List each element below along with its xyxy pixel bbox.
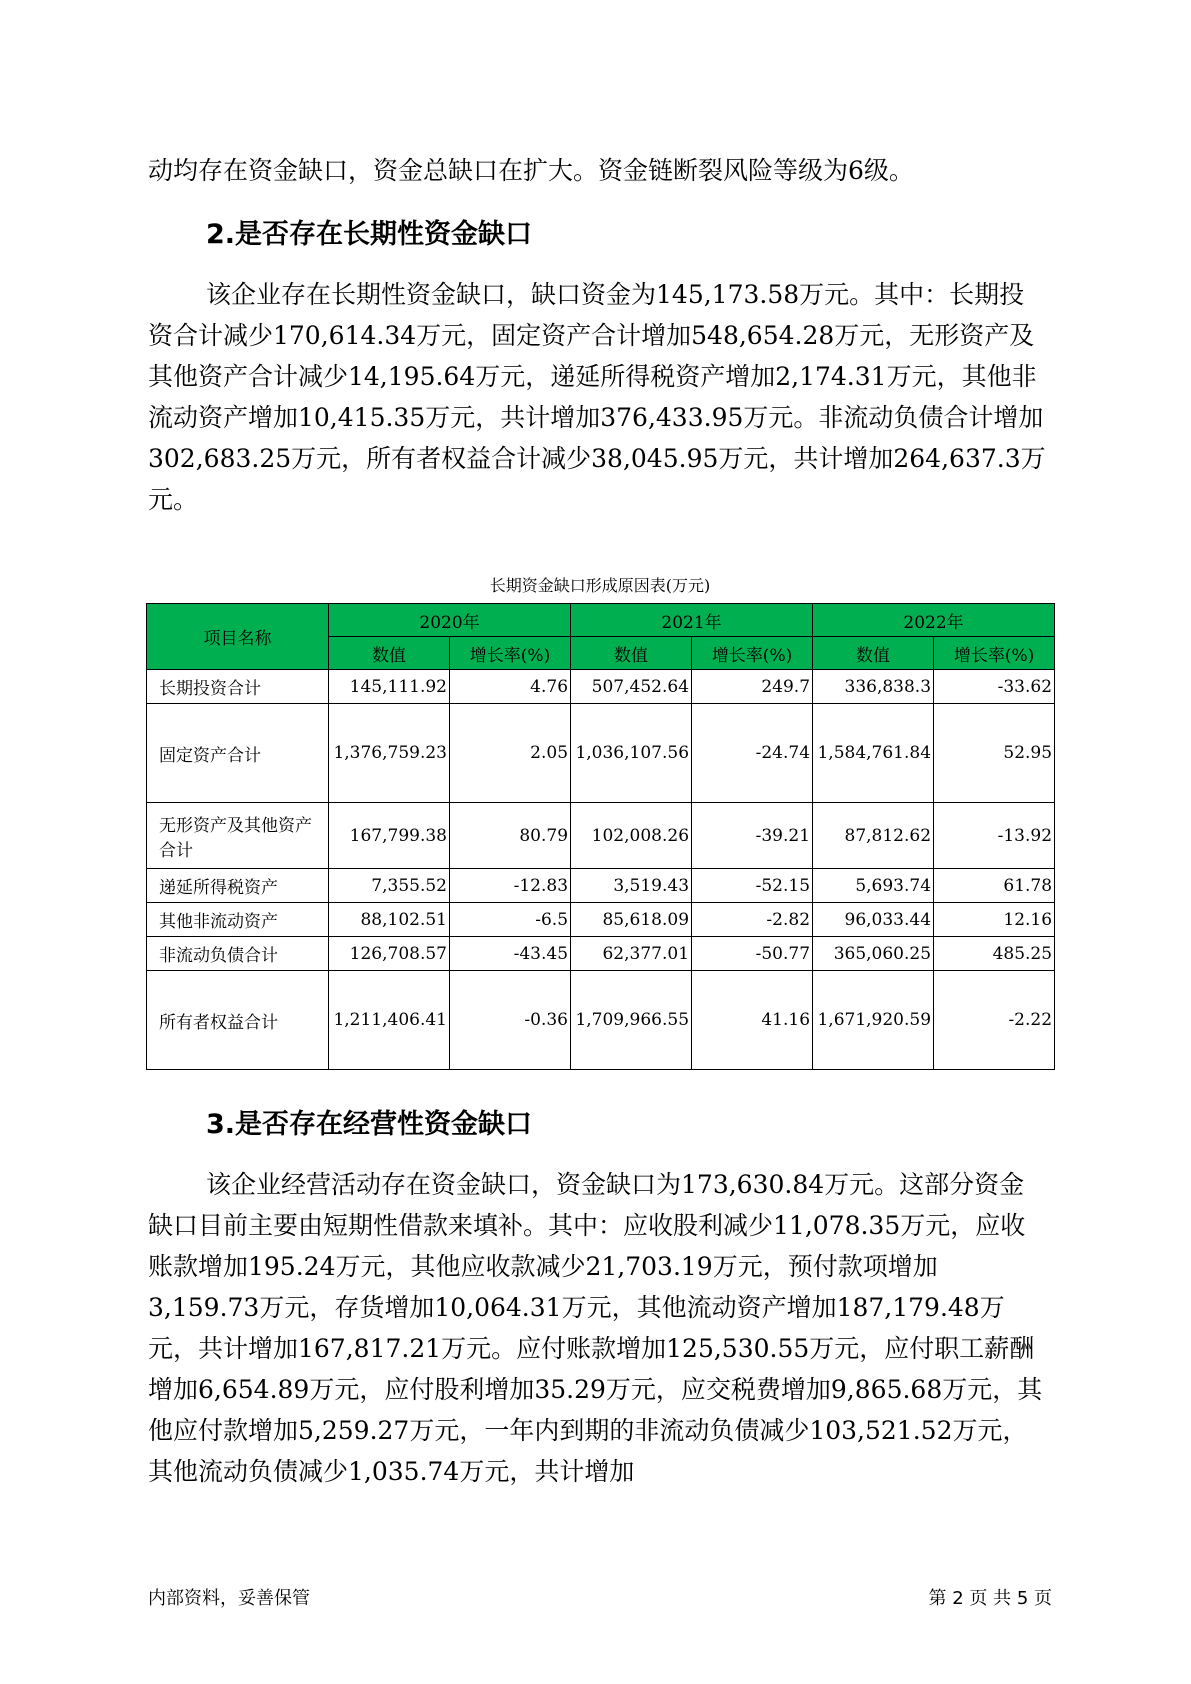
cell-growth: -52.15 [692,869,813,903]
cell-growth: -2.22 [934,971,1055,1070]
cell-growth: -43.45 [450,937,571,971]
long-term-gap-table [146,603,1055,1070]
paragraph-long-term-gap: 该企业存在长期性资金缺口，缺口资金为145,173.58万元。其中：长期投资合计减少170,614.34万元，固定资产合计增加548,654.28万元，无形资产及其他资产合计减少14,195.64万元，递延所得税资产增加2,174.31万元，其他非流动资产增加10,415.35万元，共计增加376,433.95万元。非流动负债合计增加302,683.25万元，所有者权益合计减少38,045.95万元，共计增加264,637.3万元。 [148,280,1046,514]
footer-page-number: 第 2 页 共 5 页 [928,1588,1052,1609]
row-label: 其他非流动资产 [147,903,329,937]
section-heading-long-term-gap: 2.是否存在长期性资金缺口 [206,219,533,250]
table-row [147,670,1055,704]
cell-value: 1,211,406.41 [329,971,450,1070]
paragraph-continued: 动均存在资金缺口，资金总缺口在扩大。资金链断裂风险等级为6级。 [148,156,914,185]
cell-growth: 2.05 [450,704,571,803]
cell-growth: -24.74 [692,704,813,803]
cell-growth: 4.76 [450,670,571,704]
cell-growth: -0.36 [450,971,571,1070]
subheader-value: 数值 [329,637,450,670]
table-row [147,903,1055,937]
table-row [147,803,1055,869]
cell-growth: 249.7 [692,670,813,704]
cell-value: 5,693.74 [813,869,934,903]
header-item-name: 项目名称 [147,604,329,670]
cell-growth: -50.77 [692,937,813,971]
header-year-2020: 2020年 [329,604,571,637]
cell-value: 1,671,920.59 [813,971,934,1070]
footer-confidential-note: 内部资料，妥善保管 [148,1588,310,1609]
table-row [147,704,1055,803]
cell-value: 167,799.38 [329,803,450,869]
cell-growth: 12.16 [934,903,1055,937]
cell-value: 96,033.44 [813,903,934,937]
table-row [147,971,1055,1070]
cell-growth: 80.79 [450,803,571,869]
subheader-growth: 增长率(%) [450,637,571,670]
table-caption: 长期资金缺口形成原因表(万元) [489,576,711,595]
cell-value: 336,838.3 [813,670,934,704]
cell-value: 1,036,107.56 [571,704,692,803]
cell-growth: -12.83 [450,869,571,903]
cell-growth: -6.5 [450,903,571,937]
cell-growth: -33.62 [934,670,1055,704]
table-row [147,937,1055,971]
header-year-2022: 2022年 [813,604,1055,637]
cell-value: 88,102.51 [329,903,450,937]
row-label: 固定资产合计 [147,704,329,803]
cell-growth: -2.82 [692,903,813,937]
cell-growth: -13.92 [934,803,1055,869]
cell-value: 1,709,966.55 [571,971,692,1070]
row-label: 无形资产及其他资产合计 [147,803,329,869]
cell-value: 62,377.01 [571,937,692,971]
subheader-value: 数值 [813,637,934,670]
cell-value: 87,812.62 [813,803,934,869]
cell-value: 1,376,759.23 [329,704,450,803]
table-row [147,869,1055,903]
paragraph-operating-gap: 该企业经营活动存在资金缺口，资金缺口为173,630.84万元。这部分资金缺口目前主要由短期性借款来填补。其中：应收股利减少11,078.35万元，应收账款增加195.24万元，其他应收款减少21,703.19万元，预付款项增加3,159.73万元，存货增加10,064.31万元，其他流动资产增加187,179.48万元，共计增加167,817.21万元。应付账款增加125,530.55万元，应付职工薪酬增加6,654.89万元，应付股利增加35.29万元，应交税费增加9,865.68万元，其他应付款增加5,259.27万元，一年内到期的非流动负债减少103,521.52万元，其他流动负债减少1,035.74万元，共计增加 [148,1170,1043,1486]
cell-value: 7,355.52 [329,869,450,903]
section-heading-operating-gap: 3.是否存在经营性资金缺口 [206,1109,533,1140]
row-label: 长期投资合计 [147,670,329,704]
cell-value: 1,584,761.84 [813,704,934,803]
cell-growth: 61.78 [934,869,1055,903]
cell-growth: -39.21 [692,803,813,869]
cell-value: 507,452.64 [571,670,692,704]
cell-value: 126,708.57 [329,937,450,971]
cell-value: 365,060.25 [813,937,934,971]
row-label: 递延所得税资产 [147,869,329,903]
cell-value: 85,618.09 [571,903,692,937]
row-label: 非流动负债合计 [147,937,329,971]
row-label: 所有者权益合计 [147,971,329,1070]
cell-growth: 52.95 [934,704,1055,803]
cell-value: 102,008.26 [571,803,692,869]
subheader-growth: 增长率(%) [692,637,813,670]
cell-growth: 485.25 [934,937,1055,971]
cell-value: 3,519.43 [571,869,692,903]
subheader-growth: 增长率(%) [934,637,1055,670]
cell-growth: 41.16 [692,971,813,1070]
subheader-value: 数值 [571,637,692,670]
cell-value: 145,111.92 [329,670,450,704]
header-year-2021: 2021年 [571,604,813,637]
